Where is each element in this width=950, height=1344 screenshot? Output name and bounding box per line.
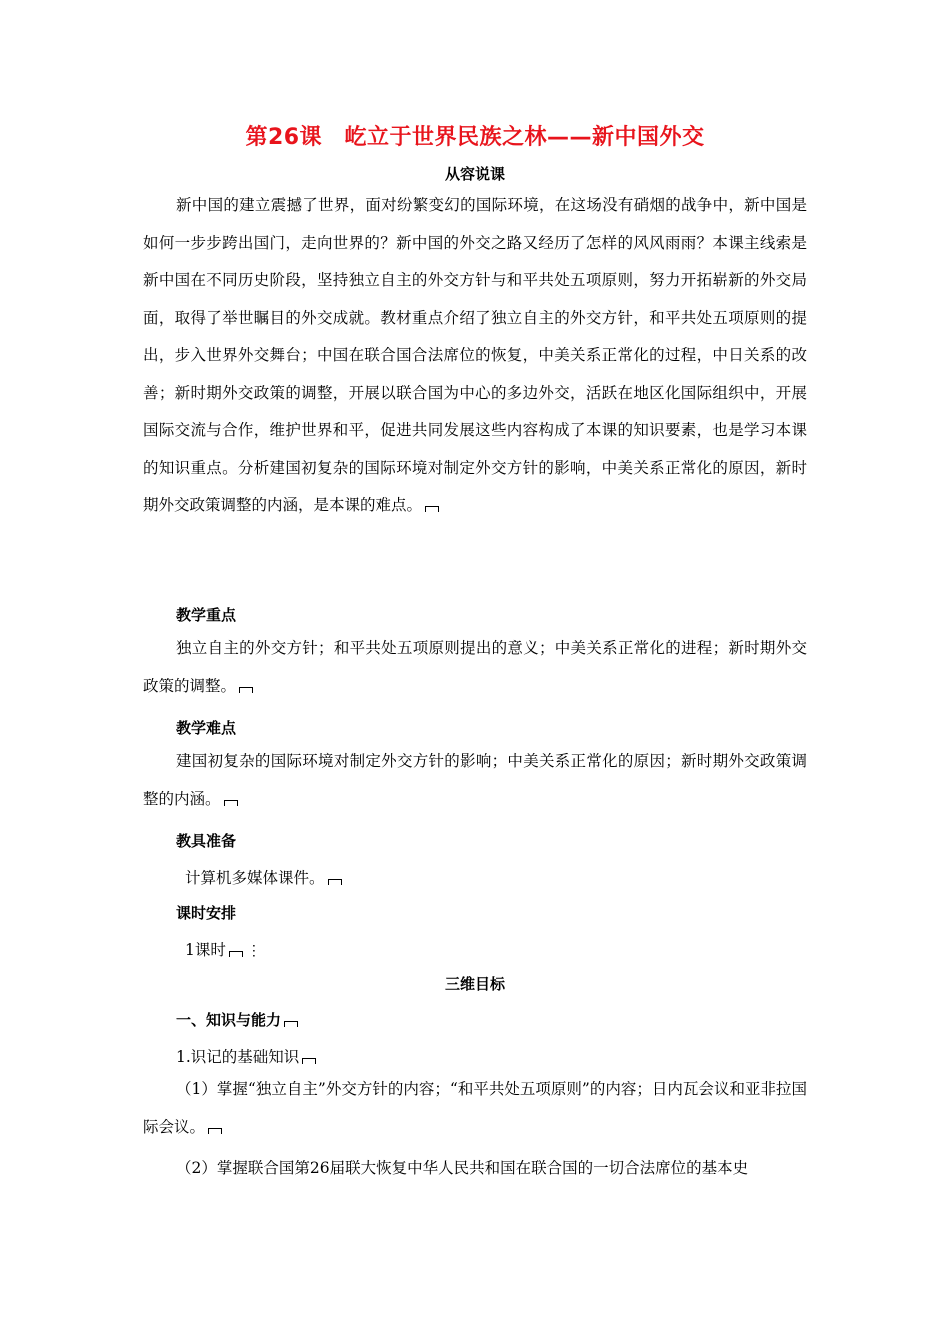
paragraph-mark-icon [224, 800, 238, 806]
heading-difficult-points: 教学难点 [176, 719, 237, 737]
heading-schedule: 课时安排 [176, 904, 237, 922]
intro-paragraph-text: 新中国的建立震撼了世界，面对纷繁变幻的国际环境，在这场没有硝烟的战争中，新中国是如何一步步跨出国门，走向世界的？新中国的外交之路又经历了怎样的风风雨雨？本课主线索是新中国在不同历史阶段，坚持独立自主的外交方针与和平共处五项原则，努力开拓崭新的外交局面，取得了举世瞩目的外交成就。教材重点介绍了独立自主的外交方针，和平共处五项原则的提出，步入世界外交舞台；中国在联合国合法席位的恢复，中美关系正常化的过程，中日关系的改善；新时期外交政策的调整，开展以联合国为中心的多边外交，活跃在地区化国际组织中，开展国际交流与合作，维护世界和平，促进共同发展这些内容构成了本课的知识要素，也是学习本课的知识重点。分析建国初复杂的国际环境对制定外交方针的影响，中美关系正常化的原因，新时期外交政策调整的内涵，是本课的难点。 [143, 196, 807, 514]
paragraph-mark-icon [302, 1058, 316, 1064]
schedule-text: 1课时 [185, 941, 226, 959]
objectives-part1-line [176, 1009, 298, 1030]
heading-key-points: 教学重点 [176, 606, 237, 624]
section-heading-intro: 从容说课 [444, 165, 505, 183]
difficult-points-paragraph [143, 743, 807, 818]
key-points-text: 独立自主的外交方针；和平共处五项原则提出的意义；中美关系正常化的进程；新时期外交政策的调整。 [143, 639, 807, 695]
paragraph-mark-icon [239, 687, 253, 693]
heading-teaching-aids: 教具准备 [176, 832, 237, 850]
paragraph-mark-icon [208, 1128, 222, 1134]
paragraph-mark-icon [229, 951, 243, 957]
intro-paragraph [143, 187, 807, 525]
objectives-sub1-paragraph [143, 1071, 807, 1146]
teaching-aids-line [185, 866, 342, 888]
paragraph-mark-icon [425, 506, 439, 512]
objectives-sub2-paragraph [143, 1150, 807, 1188]
schedule-trailing-mark: ⋮ [246, 943, 261, 959]
objectives-item1-line [176, 1045, 316, 1067]
schedule-line [185, 938, 261, 960]
lesson-title: 第26课 屹立于世界民族之林——新中国外交 [245, 125, 705, 150]
paragraph-mark-icon [328, 879, 342, 885]
objectives-part1-heading: 一、知识与能力 [176, 1011, 282, 1029]
paragraph-mark-icon [284, 1021, 298, 1027]
objectives-sub2-text: （2）掌握联合国第26届联大恢复中华人民共和国在联合国的一切合法席位的基本史 [176, 1159, 749, 1177]
heading-objectives: 三维目标 [444, 975, 505, 993]
objectives-item1-heading: 1.识记的基础知识 [176, 1048, 300, 1066]
objectives-sub1-text: （1）掌握“独立自主”外交方针的内容；“和平共处五项原则”的内容；日内瓦会议和亚非拉国际会议。 [143, 1080, 807, 1136]
difficult-points-text: 建国初复杂的国际环境对制定外交方针的影响；中美关系正常化的原因；新时期外交政策调整的内涵。 [143, 752, 807, 808]
key-points-paragraph [143, 630, 807, 705]
teaching-aids-text: 计算机多媒体课件。 [185, 869, 325, 887]
